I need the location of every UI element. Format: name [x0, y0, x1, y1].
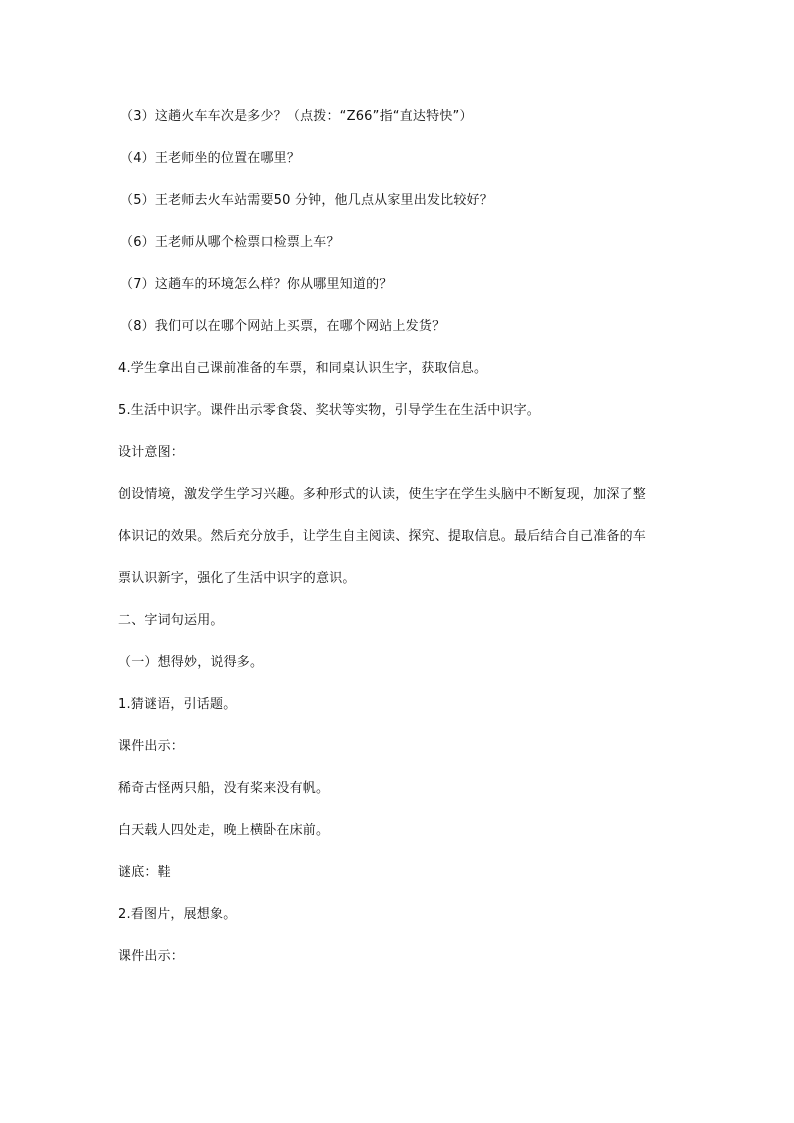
- design-intent-paragraph-line-1: 创设情境，激发学生学习兴趣。多种形式的认读，使生字在学生头脑中不断复现，加深了整: [118, 487, 647, 502]
- activity-2: 2.看图片，展想象。: [118, 907, 237, 922]
- section-2-heading: 二、字词句运用。: [118, 613, 224, 628]
- question-5: （5）王老师去火车站需要50 分钟，他几点从家里出发比较好？: [120, 193, 493, 208]
- riddle-line-1: 稀奇古怪两只船，没有桨来没有帆。: [118, 781, 330, 796]
- riddle-answer: 谜底：鞋: [118, 865, 171, 880]
- step-4: 4.学生拿出自己课前准备的车票，和同桌认识生字，获取信息。: [118, 361, 488, 376]
- question-4: （4）王老师坐的位置在哪里？: [120, 151, 301, 166]
- riddle-line-2: 白天载人四处走，晚上横卧在床前。: [118, 823, 330, 838]
- design-intent-paragraph-line-3: 票认识新字，强化了生活中识字的意识。: [118, 571, 356, 586]
- question-7: （7）这趟车的环境怎么样？你从哪里知道的？: [120, 277, 393, 292]
- courseware-label-2: 课件出示：: [118, 949, 185, 964]
- question-6: （6）王老师从哪个检票口检票上车？: [120, 235, 340, 250]
- question-3: （3）这趟火车车次是多少？（点拨：“Z66”指“直达特快”）: [120, 109, 473, 124]
- activity-1: 1.猜谜语，引话题。: [118, 697, 237, 712]
- courseware-label-1: 课件出示：: [118, 739, 185, 754]
- question-8: （8）我们可以在哪个网站上买票，在哪个网站上发货？: [120, 319, 446, 334]
- subsection-1-heading: （一）想得妙，说得多。: [118, 655, 264, 670]
- design-intent-heading: 设计意图：: [118, 445, 185, 460]
- step-5: 5.生活中识字。课件出示零食袋、奖状等实物，引导学生在生活中识字。: [118, 403, 541, 418]
- design-intent-paragraph-line-2: 体识记的效果。然后充分放手，让学生自主阅读、探究、提取信息。最后结合自己准备的车: [118, 529, 647, 544]
